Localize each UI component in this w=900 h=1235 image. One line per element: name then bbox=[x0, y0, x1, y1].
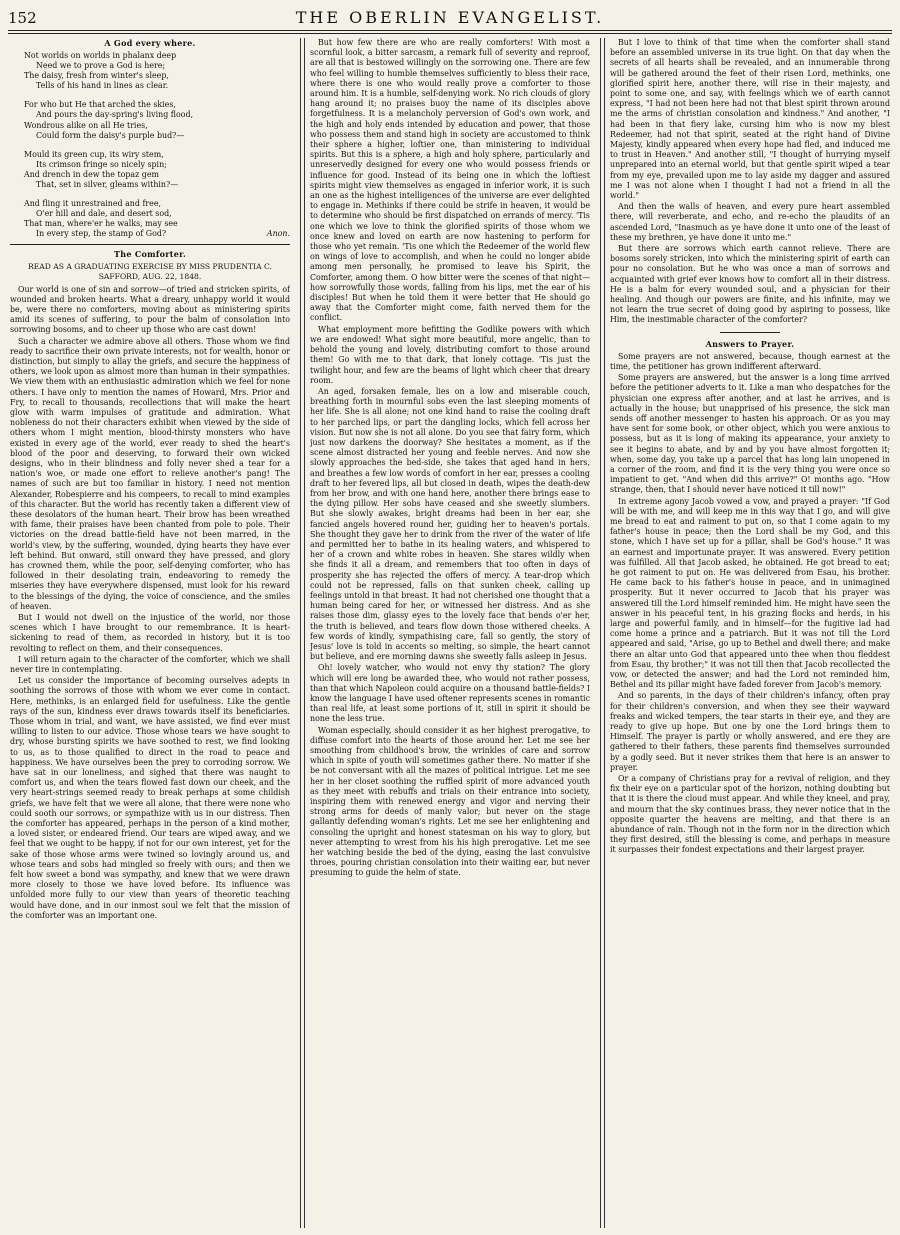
paragraph: Woman especially, should consider it as her highest prerogative, to diffuse comfort into the hearts of those around her. Let me see her smoothing from childhood's brow, the wrinkles of care and sorrow which in spite of youth will sometimes gather there. No matter if she be not conversant with all the mazes of political intrigue. Let me see her in her closet soothing the ruffled spirit of more advanced youth as they meet with rebuffs and trials on their entrance into society, inspiring them with renewed energy and vigor and nerving their strong arms for deeds of manly valor; but never on the stage gallantly defending woman's rights. Let me see her enlightening and consoling the upright and honest statesman on his way to glory, but never attempting to wrest from his his high prerogative. Let me see her watching beside the bed of the dying, easing the last convulsive throes, pouring christian consolation into their waiting ear, but never presuming to guide the helm of state. bbox=[310, 725, 590, 878]
comforter-subtitle: READ AS A GRADUATING EXERCISE BY MISS PRUDENTIA C. SAFFORD, AUG. 22, 1848. bbox=[28, 261, 272, 281]
paragraph: Let us consider the importance of becoming ourselves adepts in soothing the sorrows of those with whom we ever come in contact. Here, methinks, is an enlarged field for usefulness. Like the gentle rays of the sun, kindness ever draws towards itself its beneficiaries. Those whom in trial, and want, we have assisted, we find ever must willing to listen to our advice. Those whose tears we have sought to dry, whose bursting spirits we have soothed to rest, we find looking to us, as to those qualified to direct in the road to peace and happiness. We have ourselves been the prey to corroding sorrow. We have sat in our loneliness, and sighed that there was naught to comfort us, and when the tears flowed fast down our cheek, and the very heart-strings seemed ready to break perhaps at some childish griefs, we have felt that we were all alone, that there were none who could sooth our sorrows, or sympathize with us in our distress. Then the comforter has appeared, perhaps in the person of a kind mother, a loved sister, or endeared friend. Our tears are wiped away, and we feel that we ought to be happy, if not for our own interest, yet for the sake of those whose arms were twined so lovingly around us, and whose tears and sobs had mingled so freely with ours; and then we felt how sweet a bond was sympathy, and knew that we were drawn more closely to those we have loved before. Its influence was unfolded more fully to our view than years of theoretic teaching would have done, and in our inmost soul we felt that the mission of the comforter was an important one. bbox=[10, 676, 290, 920]
paragraph: Our world is one of sin and sorrow—of tried and stricken spirits, of wounded and broken hearts. What a dreary, unhappy world it would be, were there no comforters, moving about as ministering spirits amid its scenes of suffering, to pour the balm of consolation into sorrowing bosoms, and to cheer up those who are cast down! bbox=[10, 284, 290, 335]
prayer-title: Answers to Prayer. bbox=[705, 338, 795, 349]
poem-line: And pours the day-spring's living flood, bbox=[36, 110, 194, 120]
column-1 bbox=[10, 38, 290, 1226]
poem-line: For who but He that arched the skies, bbox=[24, 100, 176, 110]
header-rule-double bbox=[8, 33, 892, 34]
column-separator bbox=[600, 38, 605, 1228]
poem-line bbox=[10, 229, 290, 239]
poem-stanza bbox=[10, 199, 290, 239]
poem-line: Mould its green cup, its wiry stem, bbox=[24, 149, 164, 159]
poem-line: And drench in dew the topaz gem bbox=[24, 169, 159, 179]
paragraph: But how few there are who are really comforters! With most a scornful look, a bitter sarcasm, a remark full of severity and reproof, are all that is bestowed willingly on the sorrowing one. There are few who feel willing to humble themselves sufficiently to bless their race, where there is one who would really prove a comforter to those around him. It is a humble, self-denying work. No rich clouds of glory hang around it; no praises buoy the name of its disciples above forgetfulness. It is a melancholy perversion of God's own work, and the high and holy ends intended by education and power, that those who possess them and stand high in society are accustomed to think their sphere a higher, loftier one, than ministering to individual spirits. But this is a sphere, a high and holy sphere, particularly and unreservedly designed for every one who would possess friends or influence for good. Instead of its being one in which the loftiest spirits might view themselves as engaged in inferior work, it is such an one as the highest intelligences of the universe are ever delighted to engage in. Methinks if there could be strife in heaven, it would be to determine who should be first dispatched on errands of mercy. 'Tis one which we love to think the glorified spirits of those whom we once knew and loved on earth are now hastening to perform for those who yet remain. 'Tis one which the Redeemer of the world flew on wings of love to accomplish, and when he could no longer abide among men personally, he promised to leave his Spirit, the Comforter, among them. O how bitter were the scenes of that night—how sorrowfully those words, falling from his lips, met the ear of his disciples! But when he told them it were better that He should go away that the Comforter might come, faith nerved them for the conflict. bbox=[310, 38, 590, 323]
paragraph: And so parents, in the days of their children's infancy, often pray for their children's conversion, and when they see their wayward freaks and wicked tempers, the tear starts in their eye, and they are ready to give up hope. But one by one the Lord brings them to Himself. The prayer is partly or wholly answered, and ere they are gathered to their fathers, these parents find themselves surrounded by a godly seed. But it never strikes them that here is an answer to prayer. bbox=[610, 691, 890, 772]
poem-line: That man, where'er he walks, may see bbox=[24, 219, 178, 229]
poem-line: Need we to prove a God is here; bbox=[36, 61, 166, 71]
column-2 bbox=[310, 38, 590, 1226]
paragraph: I will return again to the character of the comforter, which we shall never tire in contemplating. bbox=[10, 654, 290, 675]
page-header bbox=[8, 6, 892, 30]
section-divider bbox=[720, 332, 780, 333]
poem-stanza bbox=[10, 100, 290, 140]
poem-author: Anon. bbox=[266, 229, 290, 239]
poem-body bbox=[10, 51, 290, 240]
paragraph: An aged, forsaken female, lies on a low and miserable couch, breathing forth in mournful sobs even the last sleeping moments of her life. She is all alone; not one kind hand to raise the cooling draft to her parched lips, or part the dangling locks, which fell across her vision. But now she is not all alone. Do you see that fairy form, which just now darkens the doorway? She hesitates a moment, as if the scene almost distracted her young and feeble nerves. And now she slowly approaches the bed-side, she takes that aged hand in hers, and breathes a few low words of comfort in her ear, presses a cooling draft to her fevered lips, all but closed in death, wipes the death-dew from her brow, and with one hand here, another there brings ease to the dying pillow. Her sobs have ceased and she sweetly slumbers. But she slowly awakes, bright dreams had been in her ear, she fancied angels hovered round her, guiding her to heaven's portals. She thought they gave her to drink from the river of the water of life and permitted her to bathe in its healing waters, and whispered to her of a crown and white robes in heaven. She stares wildly when she finds it all a dream, and remembers that too often in days of prosperity she has rejected the offers of mercy. A tear-drop which could not be repressed, falls on that sunken cheek, calling up feelings untold in that breast. It had not cherished one thought that a human being cared for her, or witnessed her distress. And as she raises those dim, glassy eyes to the lovely face that bends o'er her, the truth is believed, and tears flow down those withered cheeks. A few words of kindly, sympathising care, fall so gently, the story of Jesus' love is told in accents so melting, so simple, the heart cannot but believe, and ere morning dawns she sweetly falls asleep in Jesus. bbox=[310, 386, 590, 662]
poem-line: Could form the daisy's purple bud?— bbox=[36, 130, 185, 140]
poem-line: O'er hill and dale, and desert sod, bbox=[36, 209, 172, 219]
poem-stanza bbox=[10, 51, 290, 91]
poem-line: Its crimson fringe so nicely spin; bbox=[36, 159, 167, 169]
paragraph: But I love to think of that time when the comforter shall stand before an assembled universe in its true light. On that day when the secrets of all hearts shall be revealed, and an innumerable throng will be gathered around the feet of their risen Lord, methinks, one glorified spirit here, another there, will rise in their majesty, and point to some one, and say, with feelings which we of earth cannot express, "I had not been here had not that blest spirit thrown around me the arms of christian consolation and kindness." And another, "I had been in that fiery lake, cursing him who is now my blest Redeemer, had not that spirit, seated at the right hand of Divine Majesty, kindly appeared when every hope had fled, and induced me to trust in Heaven." And another still, "I thought of hurrying myself unprepared into an eternal world, but that gentle spirit wiped a tear from my eye, prevailed upon me to lay aside my dagger and assured me I was not alone when I thought I had not a friend in all the world." bbox=[610, 38, 890, 201]
paragraph: In extreme agony Jacob vowed a vow, and prayed a prayer: "If God will be with me, and will keep me in this way that I go, and will give me bread to eat and raiment to put on, so that I come again to my father's house in peace; then the Lord shall be my God, and this stone, which I have set up for a pillar, shall be God's house." It was an earnest and importunate prayer. It was answered. Every petition was fulfilled. All that Jacob asked, he obtained. He got bread to eat; he got raiment to put on. He was delivered from Esau, his brother. He came back to his father's house in peace, and in unimagined prosperity. But it never occurred to Jacob that his prayer was answered till the Lord himself reminded him. He might have seen the answer in his peaceful tent, in his grazing flocks and herds, in his large and powerful family, and in himself—for the fugitive lad had come home a prince and a patriarch. But it was not till the Lord appeared and said, "Arise, go up to Bethel and dwell there; and make there an altar unto God that appeared unto thee when thou fleddest from Esau, thy brother;" it was not till then that Jacob recollected the vow, or detected the answer; and had the Lord not reminded him, Bethel and its pillar might have faded forever from Jacob's memory. bbox=[610, 496, 890, 690]
paragraph: But there are sorrows which earth cannot relieve. There are bosoms sorely stricken, into which the ministering spirit of earth can pour no consolation. But he who was once a man of sorrows and acquainted with grief ever knows how to comfort all in their distress. He is a balm for every wounded soul, and a physician for their healing. And though our powers are finite, and his infinite, may we not learn the true secret of doing good by aspiring to possess, like Him, the inestimable character of the comforter? bbox=[610, 244, 890, 325]
paragraph: And then the walls of heaven, and every pure heart assembled there, will reverberate, and echo, and re-echo the plaudits of an ascended Lord, "Inasmuch as ye have done it unto one of the least of these my brethren, ye have done it unto me." bbox=[610, 202, 890, 242]
poem-title: A God every where. bbox=[104, 38, 196, 48]
section-rule bbox=[10, 244, 290, 245]
poem-stanza bbox=[10, 150, 290, 190]
poem-line: Tells of his hand in lines as clear. bbox=[36, 81, 169, 91]
column-separator bbox=[300, 38, 305, 1228]
paragraph: Such a character we admire above all others. Those whom we find ready to sacrifice their own private interests, not for wealth, honor or distinction, but simply to allay the griefs, and secure the happiness of others, we look upon as almost more than human in their sympathies. We view them with an enthusiastic admiration which we feel for none others. I have only to mention the names of Howard, Mrs. Prior and Fry, to recall to thousands, recollections that will make the heart glow with warm impulses of gratitude and admiration. What nobleness do not their characters exhibit when viewed by the side of others whom I might mention, blood-thirsty monsters who have existed in every age of the world, ever ready to shed the heart's blood of the poor and deserving, to forward their own wicked designs, who in their blindness and folly never shed a tear for a nation's woe, or made one effort to relieve another's pang! The names of such are but too familiar in history. I need not mention Alexander, Robespierre and his compeers, to recall to mind examples of this character. But the world has recently taken a different view of these desolators of the human heart. Their brow has been wreathed with fame, their praises have been chanted from pole to pole. Their victories on the dread battle-field have not been marred, in the world's view, by the suffering, wounded, dying hearts they have ever left behind. But onward, still onward they have pressed, and glory has crowned them, while the poor, self-denying comforter, who has followed in their desolating train, endeavoring to remedy the miseries they have everywhere dispensed, must look for his reward to the blessings of the dying, the voice of conscience, and the smiles of heaven. bbox=[10, 336, 290, 611]
poem-line: The daisy, fresh from winter's sleep, bbox=[24, 71, 169, 81]
paragraph: What employment more befitting the Godlike powers with which we are endowed! What sight more beautiful, more angelic, than to behold the young and lovely, distributing comfort to those around them! Go with me to that dark, that lonely cottage. 'Tis just the twilight hour, and few are the beams of light which cheer that dreary room. bbox=[310, 324, 590, 385]
paragraph: Oh! lovely watcher, who would not envy thy station? The glory which will ere long be awarded thee, who would not rather possess, than that which Napoleon could acquire on a thousand battle-fields? I know the language I have used oftener represents scenes in romantic than real life, at least some portions of it, still in spirit it should be none the less true. bbox=[310, 663, 590, 724]
header-rule bbox=[8, 30, 892, 31]
page-number: 152 bbox=[8, 9, 37, 27]
paragraph: Some prayers are not answered, because, though earnest at the time, the petitioner has grown indifferent afterward. bbox=[610, 351, 890, 371]
paragraph: But I would not dwell on the injustice of the world, nor those scenes which I have brought to our remembrance. It is heart-sickening to read of them, as recorded in history, but it is too revolting to reflect on them, and their consequences. bbox=[10, 613, 290, 653]
poem-line-text: In every step, the stamp of God? bbox=[36, 229, 167, 239]
comforter-title: The Comforter. bbox=[113, 248, 187, 259]
poem-line: Wondrous alike on all He tries, bbox=[24, 120, 148, 130]
poem-line: And fling it unrestrained and free, bbox=[24, 199, 161, 209]
column-3 bbox=[610, 38, 890, 1226]
poem-line: Not worlds on worlds in phalanx deep bbox=[24, 51, 177, 60]
paragraph: Or a company of Christians pray for a revival of religion, and they fix their eye on a particular spot of the horizon, nothing doubting but that it is there the cloud must appear. And while they kneel, and pray, and mourn that the sky continues brass, they never notice that in the opposite quarter the heavens are melting, and that there is an abundance of rain. Though not in the form nor in the direction which they first desired, still the blessing is come, and perhaps in measure it surpasses their fondest expectations and their largest prayer. bbox=[610, 774, 890, 855]
poem-line: That, set in silver, gleams within?— bbox=[36, 180, 179, 190]
paragraph: Some prayers are answered, but the answer is a long time arrived before the petitioner adverts to it. Like a man who despatches for the physician one express after another, and at last he arrives, and is actually in the house; but unapprised of his presence, the sick man sends off another messenger to hasten his approach. Or as you may have sent for some book, or other object, which you were anxious to possess, but as it is long of making its appearance, your anxiety to see it begins to abate, and by and by you have almost forgotten it; when, some day, you take up a parcel that has long lain unopened in a corner of the room, and find it is the very thing you were once so impatient to get. "And when did this arrive?" O! months ago. "How strange, then, that I should never have noticed it till now!" bbox=[610, 373, 890, 495]
journal-title: THE OBERLIN EVANGELIST. bbox=[295, 8, 605, 27]
